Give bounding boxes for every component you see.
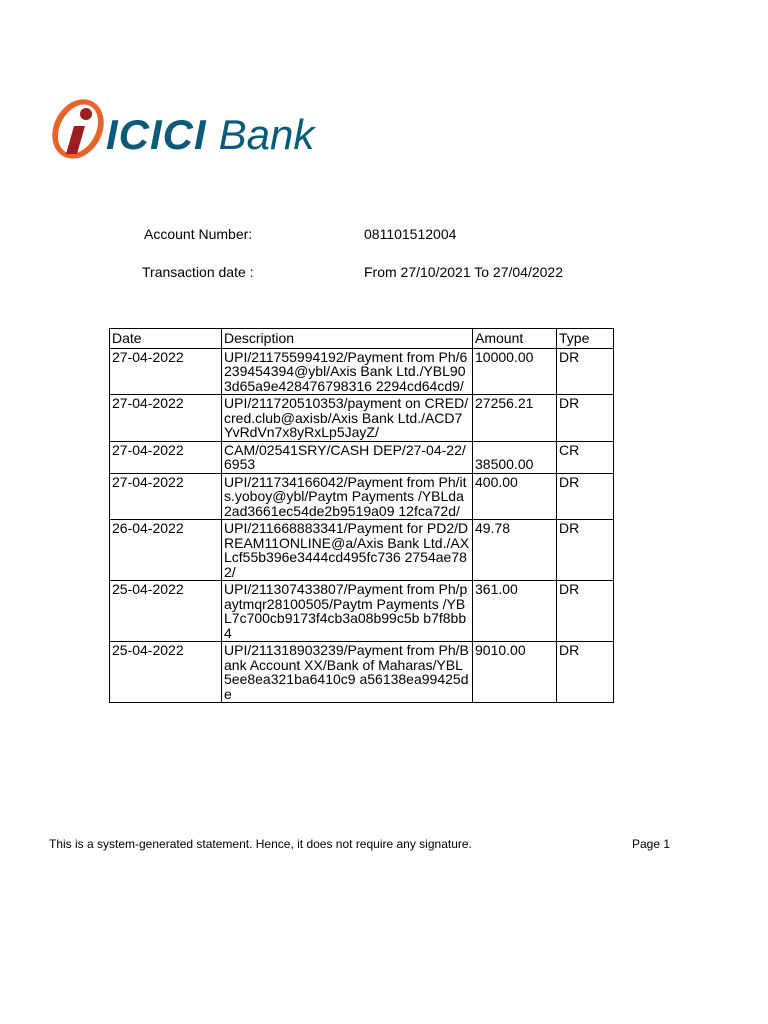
- row-date: 27-04-2022: [110, 441, 222, 473]
- row-type: DR: [557, 520, 614, 581]
- row-type: DR: [557, 395, 614, 442]
- table-row: [110, 473, 614, 520]
- row-date: 27-04-2022: [110, 348, 222, 395]
- transaction-date-value: From 27/10/2021 To 27/04/2022: [364, 264, 564, 280]
- row-date: 27-04-2022: [110, 395, 222, 442]
- row-amount: 38500.00: [473, 441, 557, 473]
- row-amount: 9010.00: [473, 642, 557, 703]
- table-row: [110, 581, 614, 642]
- icici-logo-icon: [48, 96, 110, 162]
- row-date: 25-04-2022: [110, 581, 222, 642]
- logo-wordmark: [106, 111, 315, 158]
- table-row: [110, 395, 614, 442]
- header-amount: Amount: [473, 329, 557, 349]
- header-description: Description: [222, 329, 473, 349]
- header-date: Date: [110, 329, 222, 349]
- account-number-label: Account Number:: [144, 226, 253, 242]
- row-description: UPI/211734166042/Payment from Ph/its.yoboy@ybl/Paytm Payments /YBLda2ad3661ec54de2b9519a09 12fca72d/: [222, 473, 473, 520]
- row-date: 25-04-2022: [110, 642, 222, 703]
- row-date: 27-04-2022: [110, 473, 222, 520]
- row-type: DR: [557, 581, 614, 642]
- transaction-date-row: [0, 264, 768, 280]
- transactions-table: [109, 328, 614, 703]
- account-number-row: [0, 226, 768, 242]
- transaction-date-label: Transaction date :: [142, 264, 254, 280]
- row-type: DR: [557, 642, 614, 703]
- row-amount: 10000.00: [473, 348, 557, 395]
- row-amount: 361.00: [473, 581, 557, 642]
- row-description: UPI/211668883341/Payment for PD2/DREAM11ONLINE@a/Axis Bank Ltd./AXLcf55b396e3444cd495fc736 2754ae782/: [222, 520, 473, 581]
- table-header-row: [110, 329, 614, 349]
- row-type: DR: [557, 348, 614, 395]
- row-description: UPI/211755994192/Payment from Ph/6239454394@ybl/Axis Bank Ltd./YBL903d65a9e428476798316 2294cd64cd9/: [222, 348, 473, 395]
- table-row: [110, 520, 614, 581]
- row-date: 26-04-2022: [110, 520, 222, 581]
- table-row: [110, 348, 614, 395]
- table-row: [110, 441, 614, 473]
- row-type: CR: [557, 441, 614, 473]
- row-amount: 49.78: [473, 520, 557, 581]
- icici-bank-logo: [48, 96, 378, 166]
- row-description: UPI/211307433807/Payment from Ph/paytmqr28100505/Paytm Payments /YBL7c700cb9173f4cb3a08b99c5b b7f8bb4: [222, 581, 473, 642]
- table-row: [110, 642, 614, 703]
- footer-note: This is a system-generated statement. Hence, it does not require any signature.: [49, 837, 472, 851]
- page-number: Page 1: [632, 837, 671, 851]
- row-type: DR: [557, 473, 614, 520]
- logo-bank-text: Bank: [218, 111, 315, 158]
- row-amount: 27256.21: [473, 395, 557, 442]
- row-description: UPI/211318903239/Payment from Ph/Bank Account XX/Bank of Maharas/YBL5ee8ea321ba6410c9 a56138ea99425de: [222, 642, 473, 703]
- row-description: CAM/02541SRY/CASH DEP/27-04-22/6953: [222, 441, 473, 473]
- logo-brand-text: ICICI: [106, 111, 207, 158]
- account-number-value: 081101512004: [364, 226, 457, 242]
- header-type: Type: [557, 329, 614, 349]
- row-description: UPI/211720510353/payment on CRED/cred.club@axisb/Axis Bank Ltd./ACD7YvRdVn7x8yRxLp5JayZ/: [222, 395, 473, 442]
- row-amount: 400.00: [473, 473, 557, 520]
